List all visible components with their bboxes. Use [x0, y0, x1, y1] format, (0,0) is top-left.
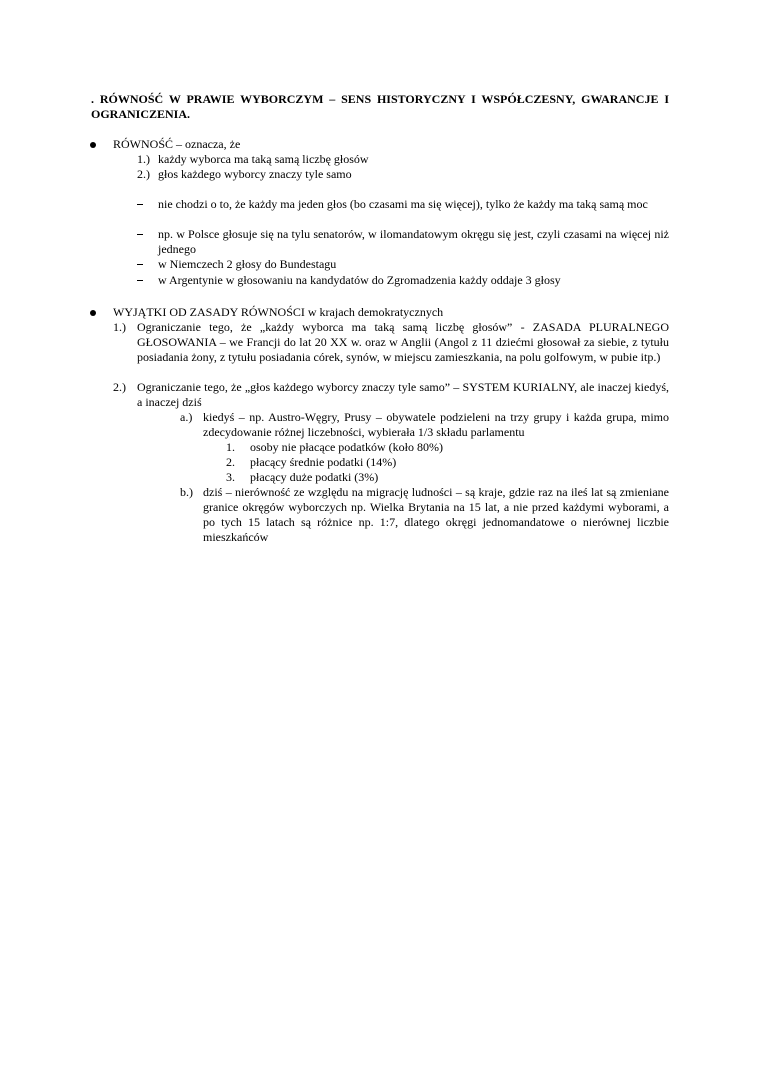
group-number: 1.: [226, 440, 235, 454]
group-item: płacący duże podatki (3%): [250, 470, 379, 484]
dash-icon: [137, 264, 143, 265]
dash-icon: [137, 280, 143, 281]
group-item: płacący średnie podatki (14%): [250, 455, 397, 469]
group-number: 2.: [226, 455, 235, 469]
dash-item: w Argentynie w głosowaniu na kandydatów do Zgromadzenia każdy oddaje 3 głosy: [158, 273, 561, 287]
list-item: Ograniczanie tego, że „głos każdego wyborcy znaczy tyle samo” – SYSTEM KURIALNY, ale inaczej kiedyś, a inaczej dziś: [137, 380, 669, 409]
bullet-icon: [90, 310, 96, 316]
list-item: każdy wyborca ma taką samą liczbę głosów: [158, 152, 369, 166]
dash-item: w Niemczech 2 głosy do Bundestagu: [158, 257, 337, 271]
list-item-number: 2.): [113, 380, 126, 394]
list-item-number: 1.): [137, 152, 150, 166]
sublist-label: a.): [180, 410, 193, 424]
group-item: osoby nie płacące podatków (koło 80%): [250, 440, 443, 454]
section1-heading: RÓWNOŚĆ – oznacza, że: [113, 137, 241, 151]
sublist-label: b.): [180, 485, 193, 499]
sublist-item: dziś – nierówność ze względu na migrację ludności – są kraje, gdzie raz na ileś lat są zmieniane granice okręgów wyborczych np. Wielka Brytania na 15 lat, a nie przed każdymi wyborami, a po tych 15 latach są różnice np. 1:7, dlatego okręgi jednomandatowe o nierównej liczbie mieszkańców: [203, 485, 669, 544]
dash-icon: [137, 234, 143, 235]
list-item: głos każdego wyborcy znaczy tyle samo: [158, 167, 352, 181]
dash-item: nie chodzi o to, że każdy ma jeden głos (bo czasami ma się więcej), tylko że każdy ma taką samą moc: [158, 197, 648, 211]
dash-icon: [137, 204, 143, 205]
section2-heading: WYJĄTKI OD ZASADY RÓWNOŚCI w krajach demokratycznych: [113, 305, 444, 319]
list-item-number: 1.): [113, 320, 126, 334]
bullet-icon: [90, 142, 96, 148]
list-item: Ograniczanie tego, że „każdy wyborca ma taką samą liczbę głosów” - ZASADA PLURALNEGO GŁOSOWANIA – we Francji do lat 20 XX w. oraz w Anglii (Angol z 11 dziećmi głosował za siebie, z tytułu posiadania żony, z tytułu posiadania córek, synów, w miejscu zamieszkania, na polu golfowym, w pubie itp.): [137, 320, 669, 364]
document-title: . RÓWNOŚĆ W PRAWIE WYBORCZYM – SENS HISTORYCZNY I WSPÓŁCZESNY, GWARANCJE I OGRANICZENIA.: [91, 92, 669, 121]
sublist-item: kiedyś – np. Austro-Węgry, Prusy – obywatele podzieleni na trzy grupy i każda grupa, mimo zdecydowanie różnej liczebności, wybierała 1/3 składu parlamentu: [203, 410, 669, 439]
list-item-number: 2.): [137, 167, 150, 181]
group-number: 3.: [226, 470, 235, 484]
dash-item: np. w Polsce głosuje się na tylu senatorów, w ilomandatowym okręgu się jest, czyli czasami na więcej niż jednego: [158, 227, 669, 256]
